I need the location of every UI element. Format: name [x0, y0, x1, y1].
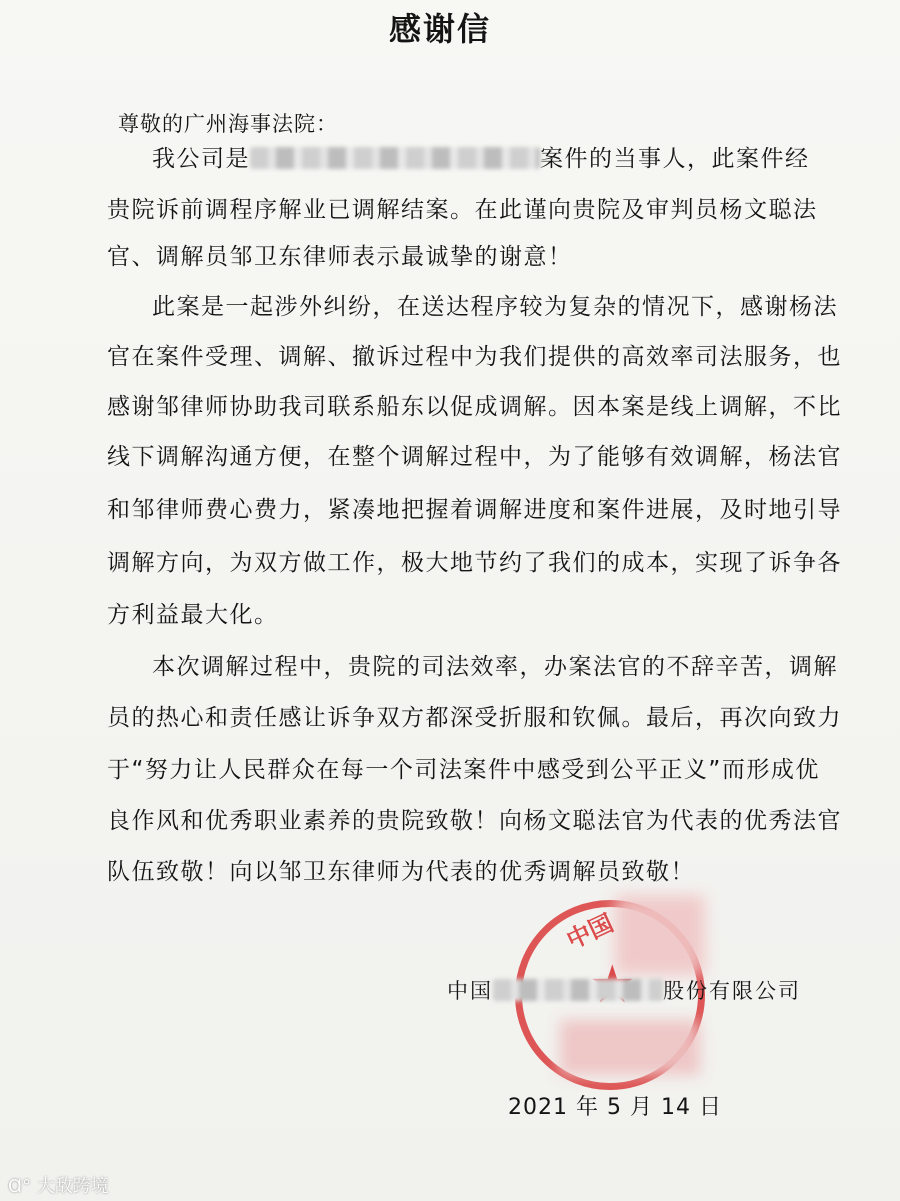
redacted-company-name	[493, 979, 663, 1001]
body-line: 官、调解员邹卫东律师表示最诚挚的谢意！	[107, 244, 573, 270]
salutation: 尊敬的广州海事法院：	[118, 112, 338, 136]
watermark: Ɑ° 大敌跨境	[8, 1176, 109, 1197]
letter-date: 2021 年 5 月 14 日	[508, 1095, 722, 1120]
body-line: 感谢邹律师协助我司联系船东以促成调解。因本案是线上调解，不比	[107, 394, 842, 420]
body-line: 良作风和优秀职业素养的贵院致敬！向杨文聪法官为代表的优秀法官	[107, 808, 842, 834]
seal-redaction-bottom	[560, 1020, 700, 1075]
body-line: 官在案件受理、调解、撤诉过程中为我们提供的高效率司法服务，也	[107, 344, 842, 370]
body-line: 员的热心和责任感让诉争双方都深受折服和钦佩。最后，再次向致力	[107, 705, 842, 731]
body-line: 贵院诉前调程序解业已调解结案。在此谨向贵院及审判员杨文聪法	[107, 197, 818, 223]
body-line: 方利益最大化。	[107, 602, 279, 628]
body-line: 于“努力让人民群众在每一个司法案件中感受到公平正义”而形成优	[107, 757, 820, 783]
body-line: 此案是一起涉外纠纷，在送达程序较为复杂的情况下，感谢杨法	[152, 294, 838, 320]
body-line: 本次调解过程中，贵院的司法效率，办案法官的不辞辛苦，调解	[152, 654, 838, 680]
body-line-1: 我公司是 案件的当事人，此案件经	[152, 146, 810, 172]
body-line: 调解方向，为双方做工作，极大地节约了我们的成本，实现了诉争各	[107, 550, 842, 576]
body-line: 线下调解沟通方便，在整个调解过程中，为了能够有效调解，杨法官	[107, 444, 842, 470]
redacted-case-name	[250, 147, 540, 169]
body-line: 和邹律师费心费力，紧凑地把握着调解进度和案件进展，及时地引导	[107, 497, 842, 523]
body-line: 队伍致敬！向以邹卫东律师为代表的优秀调解员致敬！	[107, 859, 695, 885]
letter-title: 感谢信	[388, 10, 491, 48]
seal-text: 中国	[562, 908, 618, 955]
company-signature: 中国 股份有限公司	[447, 979, 801, 1003]
watermark-logo-icon: Ɑ°	[8, 1176, 32, 1197]
